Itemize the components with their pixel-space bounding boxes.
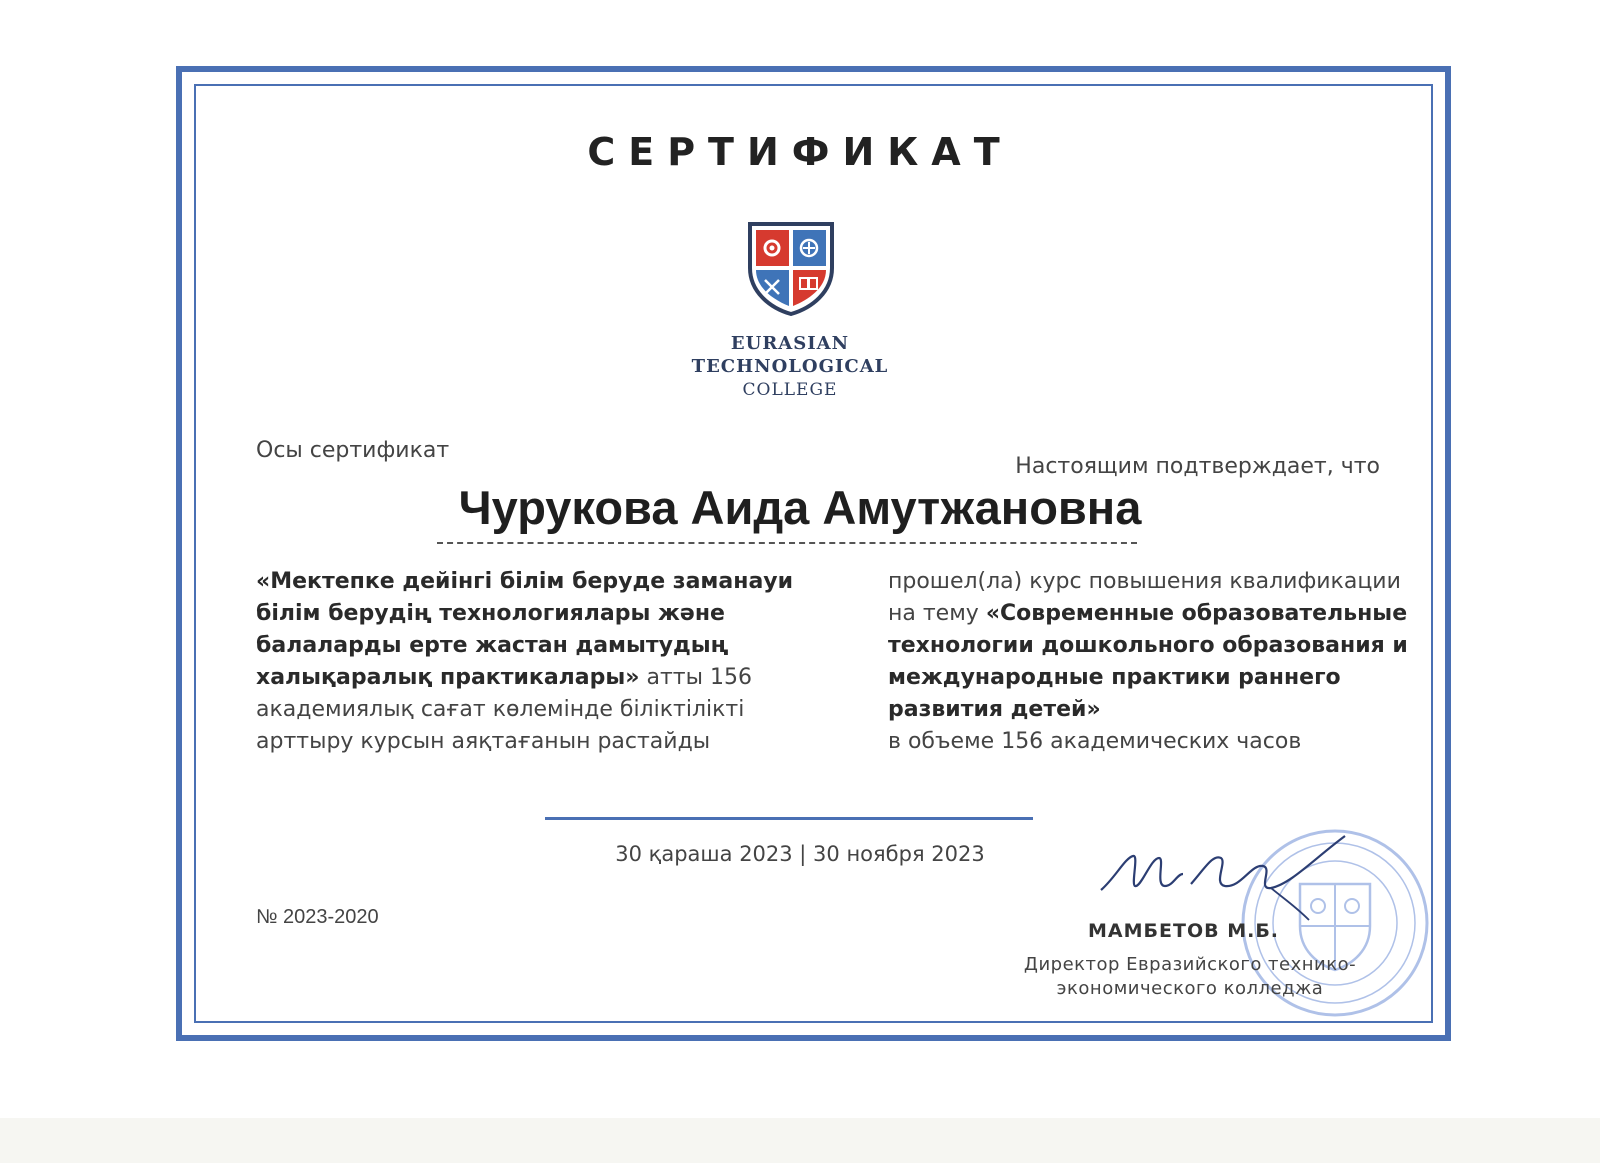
signer-title (980, 953, 1400, 1001)
signer-title-line2: экономического колледжа (1056, 978, 1324, 999)
name-underline (437, 542, 1137, 544)
signer-title-line1: Директор Евразийского технико- (1023, 954, 1357, 975)
college-shield-crest-icon (746, 220, 836, 316)
signature-icon (1095, 828, 1375, 928)
date-divider (545, 817, 1033, 820)
kazakh-description (256, 566, 816, 758)
russian-description-lead: прошел(ла) курс повышения квалификации на тему (888, 569, 1401, 626)
kazakh-description-rest: атты 156 академиялық сағат көлемінде біліктілікті арттыру курсын аяқтағанын растайды (256, 665, 752, 754)
logo-text-line3: COLLEGE (742, 380, 838, 400)
russian-description (888, 566, 1408, 758)
russian-course-title: «Современные образовательные технологии дошкольного образования и международные практики раннего развития детей» (888, 601, 1408, 722)
signer-name: МАМБЕТОВ М.Б. (1088, 920, 1280, 942)
intro-russian: Настоящим подтверждает, что (1015, 454, 1380, 479)
page-bottom-shade (0, 1118, 1600, 1163)
recipient-name: Чурукова Аида Амутжановна (458, 481, 1142, 534)
intro-kazakh: Осы сертификат (256, 438, 450, 463)
certificate-title: СЕРТИФИКАТ (587, 130, 1013, 174)
logo-text-line1: EURASIAN (730, 333, 850, 354)
logo-text-line2: TECHNOLOGICAL (691, 356, 889, 377)
certificate-dates: 30 қараша 2023 | 30 ноября 2023 (615, 842, 985, 866)
russian-description-rest: в объеме 156 академических часов (888, 729, 1302, 754)
kazakh-course-title: «Мектепке дейінгі білім беруде заманауи білім берудің технологиялары және балаларды ерте жастан дамытудың халықаралық практикалары» (256, 569, 794, 690)
certificate-number: № 2023-2020 (256, 906, 379, 928)
